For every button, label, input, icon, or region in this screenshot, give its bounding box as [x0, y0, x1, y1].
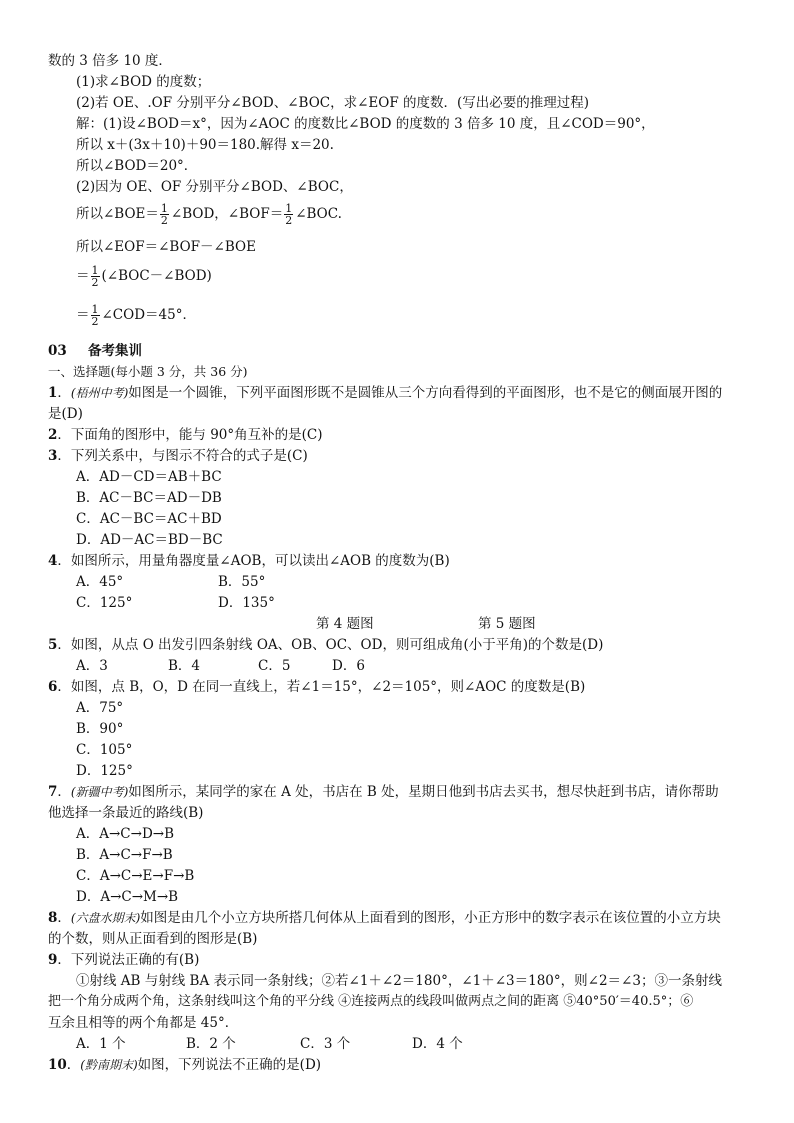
- text-line: 他选择一条最近的路线(B): [48, 805, 204, 821]
- question-number: 5: [48, 637, 58, 653]
- formula-text: ∠BOC.: [295, 206, 342, 222]
- question-number: 1: [48, 385, 58, 401]
- fraction: $\frac{1}{2}$: [160, 202, 168, 227]
- option-c: C．AC－BC＝AC＋BD: [76, 511, 222, 527]
- question-number: 3: [48, 448, 58, 464]
- text-line: 把一个角分成两个角，这条射线叫这个角的平分线 ④连接两点的线段叫做两点之间的距离 ⑤40°50′＝40.5°；⑥: [48, 994, 694, 1009]
- option-d: D．125°: [76, 763, 133, 779]
- question-text: ．下面角的图形中，能与 90°角互补的是(C): [57, 427, 323, 443]
- option-a: A．75°: [76, 700, 124, 716]
- option-b: B．AC－BC＝AD－DB: [76, 490, 222, 506]
- question-number: 6: [48, 679, 58, 695]
- fraction: $\frac{1}{2}$: [91, 264, 99, 289]
- option-b: B．2 个: [186, 1036, 236, 1052]
- option-d: D．135°: [218, 595, 275, 611]
- question-source: (新疆中考): [70, 785, 129, 799]
- formula-text: ∠BOD，∠BOF＝: [170, 206, 284, 222]
- question-text: ．下列关系中，与图示不符合的式子是(C): [57, 448, 308, 464]
- question-6: [48, 678, 585, 696]
- text-line: (1)求∠BOD 的度数；: [76, 74, 211, 90]
- question-text: 如图是一个圆锥，下列平面图形既不是圆锥从三个方向看得到的平面图形，也不是它的侧面展开图的: [128, 385, 723, 401]
- option-b: B．4: [168, 658, 201, 674]
- text-line: (2)若 OE、.OF 分别平分∠BOD、∠BOC，求∠EOF 的度数．(写出必要的推理过程): [76, 95, 590, 111]
- section-number: 03: [48, 343, 67, 359]
- figure-label: 第 5 题图: [478, 616, 536, 632]
- question-number: 10: [48, 1057, 67, 1073]
- question-1: 1．(梧州中考)如图是一个圆锥，下列平面图形既不是圆锥从三个方向看得到的平面图形，也不是它的侧面展开图的: [48, 385, 723, 401]
- option-c: C．105°: [76, 742, 133, 758]
- option-a: A．3: [76, 658, 108, 674]
- option-a: A．AD－CD＝AB＋BC: [76, 469, 222, 485]
- question-text: ．如图，点 B，O，D 在同一直线上，若∠1＝15°，∠2＝105°，则∠AOC 的度数是(B): [57, 679, 586, 695]
- question-2: [48, 426, 323, 444]
- text-line: 数的 3 倍多 10 度．: [48, 53, 172, 69]
- question-source: (梧州中考): [70, 386, 129, 400]
- question-number: 4: [48, 553, 58, 569]
- text-line: ①射线 AB 与射线 BA 表示同一条射线；②若∠1＋∠2＝180°，∠1＋∠3＝180°，则∠2＝∠3；③一条射线: [76, 973, 722, 989]
- option-c: C．3 个: [300, 1036, 351, 1052]
- option-d: D．A→C→M→B: [76, 889, 179, 905]
- figure-label: 第 4 题图: [316, 616, 374, 632]
- option-c: C．5: [258, 658, 291, 674]
- question-5: [48, 636, 603, 654]
- formula-text: ∠COD＝45°．: [101, 307, 196, 323]
- fraction: $\frac{1}{2}$: [91, 303, 99, 328]
- text-line: 所以 x＋(3x＋10)＋90＝180.解得 x＝20.: [76, 137, 334, 153]
- option-d: D．6: [332, 658, 365, 674]
- question-text: 如图，下列说法不正确的是(D): [137, 1057, 322, 1073]
- option-b: B．55°: [218, 574, 266, 590]
- option-b: B．A→C→F→B: [76, 847, 173, 863]
- question-text: ．如图，从点 O 出发引四条射线 OA、OB、OC、OD，则可组成角(小于平角)的个数是(D): [57, 637, 604, 653]
- fraction: $\frac{1}{2}$: [285, 202, 293, 227]
- question-8: 8．(六盘水期末)如图是由几个小立方块所搭几何体从上面看到的图形，小正方形中的数字表示在该位置的小立方块: [48, 910, 721, 926]
- formula-line: [76, 201, 342, 227]
- text-line: 是(D): [48, 406, 83, 422]
- question-7: 7．(新疆中考)如图所示，某同学的家在 A 处，书店在 B 处，星期日他到书店去买书，想尽快赶到书店，请你帮助: [48, 784, 719, 800]
- option-d: D．4 个: [412, 1036, 463, 1052]
- text-line: 的个数，则从正面看到的图形是(B): [48, 931, 258, 947]
- question-source: (黔南期末): [80, 1058, 138, 1072]
- question-text: 如图所示，某同学的家在 A 处，书店在 B 处，星期日他到书店去买书，想尽快赶到书店，请你帮助: [128, 784, 719, 800]
- formula-text: (∠BOC－∠BOD): [101, 268, 212, 284]
- text-line: 所以∠BOD＝20°．: [76, 158, 198, 174]
- question-number: 2: [48, 427, 58, 443]
- formula-line: [76, 263, 212, 289]
- text-line: 解：(1)设∠BOD＝x°，因为∠AOC 的度数比∠BOD 的度数的 3 倍多 10 度，且∠COD＝90°，: [76, 116, 655, 132]
- formula-line: [76, 302, 196, 328]
- question-4: [48, 552, 450, 570]
- question-text: ．如图所示，用量角器度量∠AOB，可以读出∠AOB 的度数为(B): [57, 553, 450, 569]
- question-text: 如图是由几个小立方块所搭几何体从上面看到的图形，小正方形中的数字表示在该位置的小立方块: [140, 910, 721, 926]
- section-title: 备考集训: [88, 343, 142, 359]
- formula-text: ＝: [76, 307, 90, 323]
- question-number: 8: [48, 910, 58, 926]
- option-a: A．A→C→D→B: [76, 826, 175, 842]
- formula-text: ＝: [76, 268, 90, 284]
- option-a: A．45°: [76, 574, 124, 590]
- question-10: 10．(黔南期末)如图，下列说法不正确的是(D): [48, 1057, 322, 1073]
- option-b: B．90°: [76, 721, 124, 737]
- option-d: D．AD－AC＝BD－BC: [76, 532, 223, 548]
- text-line: 所以∠EOF＝∠BOF－∠BOE: [76, 239, 256, 255]
- question-number: 7: [48, 784, 58, 800]
- formula-text: 所以∠BOE＝: [76, 206, 159, 222]
- option-c: C．125°: [76, 595, 133, 611]
- option-a: A．1 个: [76, 1036, 126, 1052]
- question-9: [48, 951, 199, 969]
- section-heading: 一、选择题(每小题 3 分，共 36 分): [48, 364, 248, 379]
- question-3: [48, 447, 308, 465]
- question-text: ．下列说法正确的有(B): [57, 952, 200, 968]
- question-number: 9: [48, 952, 58, 968]
- text-line: (2)因为 OE、OF 分别平分∠BOD、∠BOC，: [76, 179, 353, 195]
- text-line: 互余且相等的两个角都是 45°．: [48, 1015, 239, 1031]
- question-source: (六盘水期末): [70, 911, 141, 925]
- option-c: C．A→C→E→F→B: [76, 868, 195, 884]
